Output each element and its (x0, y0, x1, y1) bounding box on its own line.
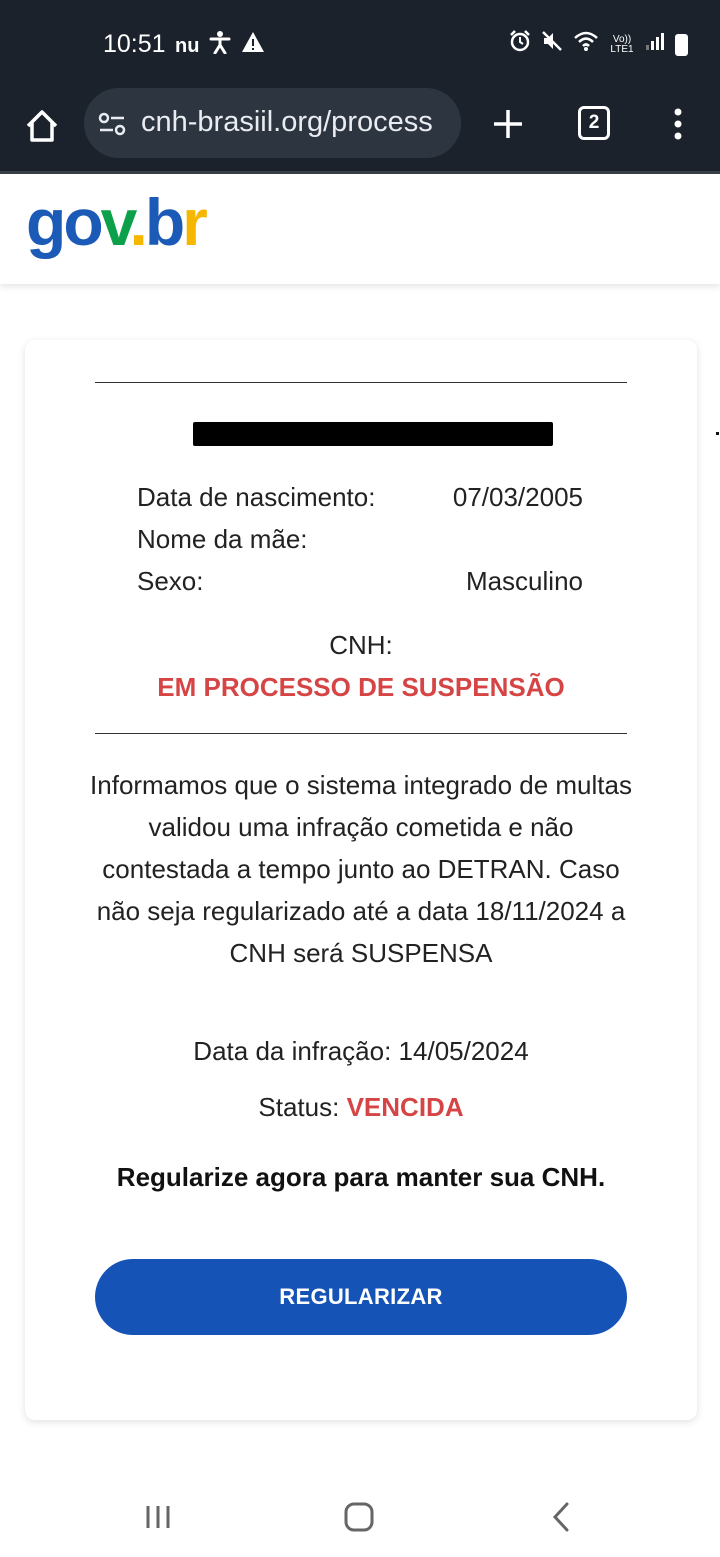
sex-value: Masculino (465, 566, 583, 596)
infraction-label: Data da infração: (193, 1036, 392, 1066)
carrier-label: nu (175, 35, 200, 57)
accessibility-icon (209, 30, 231, 62)
call-to-action: Regularize agora para manter sua CNH. (116, 1162, 606, 1192)
birth-label: Data de nascimento: (137, 482, 376, 512)
govbr-logo[interactable]: gov.br (26, 185, 205, 259)
home-icon[interactable] (22, 106, 62, 146)
redacted-name (193, 422, 553, 446)
status-bar (0, 0, 720, 88)
browser-toolbar (0, 88, 720, 172)
new-tab-icon[interactable] (490, 106, 526, 142)
tab-switcher-button[interactable]: 2 (578, 106, 610, 140)
site-header (0, 174, 720, 284)
cnh-status: EM PROCESSO DE SUSPENSÃO (157, 672, 565, 702)
cnh-label: CNH: (329, 630, 393, 660)
url-fade (433, 88, 461, 158)
status-label: Status: (258, 1092, 340, 1122)
status-left-icons (175, 30, 265, 62)
signal-icon (645, 31, 665, 59)
recent-apps-icon[interactable] (145, 1504, 171, 1530)
birth-value: 07/03/2005 (452, 482, 583, 512)
battery-icon (675, 34, 688, 56)
edge-mark (716, 432, 719, 435)
url-bar[interactable] (84, 88, 461, 158)
network-label: Vo)) LTE1 (610, 34, 634, 55)
wifi-icon (573, 30, 599, 60)
notice-paragraph: Informamos que o sistema integrado de multas validou uma infração cometida e não contestada a tempo junto ao DETRAN. Caso não seja regularizado até a data 18/11/2024 a CNH será SUSPENSA (90, 770, 632, 968)
info-card (25, 340, 697, 1420)
status-value: VENCIDA (346, 1092, 464, 1122)
regularize-button[interactable]: REGULARIZAR (95, 1259, 627, 1335)
system-nav-bar (0, 1478, 720, 1557)
mother-label: Nome da mãe: (137, 524, 308, 554)
infraction-row (25, 1036, 697, 1067)
status-time: 10:51 (103, 30, 166, 58)
warning-icon (241, 31, 265, 61)
url-text: cnh-brasiil.org/process (141, 106, 433, 138)
middle-divider (95, 733, 627, 734)
status-right-icons (509, 30, 688, 60)
alarm-icon (509, 30, 531, 60)
infraction-date: 14/05/2024 (398, 1036, 529, 1066)
more-options-icon[interactable] (668, 106, 688, 142)
top-divider (95, 382, 627, 383)
status-row (25, 1092, 697, 1123)
mute-icon (541, 30, 563, 60)
sex-label: Sexo: (137, 566, 204, 596)
home-nav-icon[interactable] (344, 1502, 374, 1532)
site-settings-icon[interactable] (98, 110, 126, 138)
back-icon[interactable] (551, 1502, 571, 1532)
